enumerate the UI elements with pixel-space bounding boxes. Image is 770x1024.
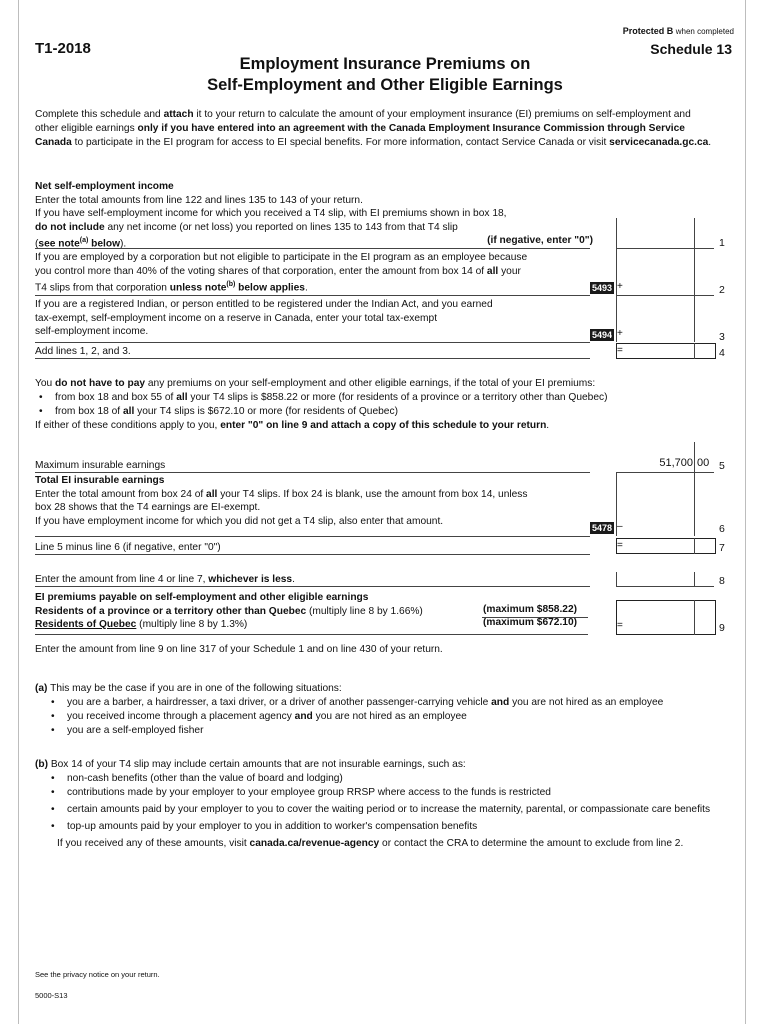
ei-premiums-heading: EI premiums payable on self-employment and other eligible earnings bbox=[35, 592, 369, 603]
line9-instruction: Enter the amount from line 9 on line 317 of your Schedule 1 and on line 430 of your return. bbox=[35, 644, 443, 655]
line8-text: Enter the amount from line 4 or line 7, whichever is less. bbox=[35, 574, 295, 585]
plus-sign: + bbox=[617, 328, 623, 339]
line1-amount-field[interactable] bbox=[617, 232, 693, 246]
condition-item: • from box 18 and box 55 of all your T4 slips is $858.22 or more (for residents of a province or a territory other than Quebec) bbox=[35, 391, 755, 405]
line-number-4: 4 bbox=[719, 347, 725, 359]
line2-text: If you are employed by a corporation but not eligible to participate in the EI program as an employee because you control more than 40% of the voting shares of that corporation, enter the amount from box 14 of all your T4 slips from that corporation unless note$^{(b)}$ below applies. bbox=[35, 252, 528, 294]
code-5478: 5478 bbox=[591, 523, 613, 533]
note-b: (b) Box 14 of your T4 slip may include certain amounts that are not insurable earnings, such as: • non-cash benefits (other than the value of board and lodging) • contributions made by your employer to your employee group RRSP where access to the funds is restricted • certain amounts paid by your employer to you to cover the waiting period or to increase the maternity, parental, or compassionate care benefits • top-up amounts paid by your employer to you in addition to worker's compensation benefits If you received any of these amounts, visit canada.ca/revenue-agency or contact the CRA to determine the amount to exclude from line 2. bbox=[35, 758, 735, 851]
page-border-left bbox=[18, 0, 19, 1024]
form-title bbox=[0, 54, 770, 96]
note-b-item: • top-up amounts paid by your employer to you in addition to worker's compensation benefits bbox=[47, 820, 735, 834]
line4-text: Add lines 1, 2, and 3. bbox=[35, 346, 131, 357]
form-code: 5000-S13 bbox=[35, 991, 68, 1000]
line3-amount-field[interactable] bbox=[627, 327, 693, 341]
line-number-8: 8 bbox=[719, 575, 725, 587]
line5-cents: 00 bbox=[697, 457, 710, 469]
note-b-item: • certain amounts paid by your employer to you to cover the waiting period or to increase the maternity, parental, or compassionate care benefits bbox=[47, 803, 735, 817]
form-year: T1-2018 bbox=[35, 40, 91, 57]
title-line-2: Self-Employment and Other Eligible Earnings bbox=[207, 76, 563, 94]
line2-amount-field[interactable] bbox=[627, 280, 693, 294]
protected-b-text: Protected B bbox=[622, 26, 674, 36]
note-a: (a) This may be the case if you are in one of the following situations: • you are a barber, a hairdresser, a taxi driver, or a driver of another passenger-carrying vehicle and you are not hired as an employee • you received income through a placement agency and you are not hired as an employee • you are a self-employed fisher bbox=[35, 682, 745, 738]
net-self-employment-heading: Net self-employment income bbox=[35, 181, 174, 192]
note-a-item: • you received income through a placement agency and you are not hired as an employee bbox=[47, 710, 745, 724]
minus-sign: – bbox=[617, 521, 623, 532]
privacy-notice: See the privacy notice on your return. bbox=[35, 970, 160, 979]
protected-label bbox=[623, 26, 734, 36]
title-line-1: Employment Insurance Premiums on bbox=[239, 55, 531, 73]
max-quebec: (maximum $672.10) bbox=[483, 617, 578, 628]
line-number-3: 3 bbox=[719, 331, 725, 343]
protected-when-text: when completed bbox=[675, 27, 734, 36]
insurable-earnings-heading: Total EI insurable earnings bbox=[35, 475, 165, 486]
line1-negative-note: (if negative, enter "0") bbox=[487, 235, 593, 246]
line-number-6: 6 bbox=[719, 523, 725, 535]
note-a-item: • you are a barber, a hairdresser, a taxi driver, or a driver of another passenger-carrying vehicle and you are not hired as an employee bbox=[47, 696, 745, 710]
net-self-employment-block: Net self-employment income Enter the total amounts from line 122 and lines 135 to 143 of your return. If you have self-employment income for which you received a T4 slip, with EI premiums shown in box 18, do not include any net income (or net loss) you reported on lines 135 to 143 from that T4 slip (see note$^{(a)}$ below). (if negative, enter "0") bbox=[35, 181, 593, 250]
code-5493: 5493 bbox=[591, 283, 613, 293]
line-number-2: 2 bbox=[719, 284, 725, 296]
line-number-1: 1 bbox=[719, 237, 725, 249]
line-number-5: 5 bbox=[719, 460, 725, 472]
line-number-7: 7 bbox=[719, 542, 725, 554]
code-5494: 5494 bbox=[591, 330, 613, 340]
line6-text: Total EI insurable earnings Enter the total amount from box 24 of all your T4 slips. If box 24 is blank, use the amount from box 14, unless box 28 shows that the T4 earnings are EI-exempt. If you have employment income for which you did not get a T4 slip, also enter that amount. bbox=[35, 474, 595, 528]
note-b-item: • non-cash benefits (other than the value of board and lodging) bbox=[47, 772, 735, 786]
line7-amount-field[interactable] bbox=[616, 538, 716, 554]
intro-paragraph: Complete this schedule and attach it to your return to calculate the amount of your employment insurance (EI) premiums on self-employment and other eligible earnings only if you have entered into an agreement with the Canada Employment Insurance Commission through Service Canada to participate in the EI program for access to EI special benefits. For more information, contact Service Canada or visit servicecanada.gc.ca. bbox=[35, 109, 712, 148]
line9-amount-field[interactable] bbox=[616, 600, 716, 635]
line6-amount-field[interactable] bbox=[627, 520, 693, 534]
servicecanada-link[interactable]: servicecanada.gc.ca bbox=[609, 137, 709, 148]
cra-link[interactable]: canada.ca/revenue-agency bbox=[249, 838, 380, 849]
line8-amount-field[interactable] bbox=[617, 571, 693, 585]
page-border-right bbox=[745, 0, 746, 1024]
line5-dollars: 51,700 bbox=[659, 457, 693, 469]
condition-item: • from box 18 of all your T4 slips is $672.10 or more (for residents of Quebec) bbox=[35, 405, 755, 419]
schedule-number: Schedule 13 bbox=[650, 41, 732, 57]
line4-amount-field[interactable] bbox=[616, 343, 716, 359]
line-number-9: 9 bbox=[719, 622, 725, 634]
equals-sign: = bbox=[617, 620, 623, 631]
max-province: (maximum $858.22) bbox=[483, 603, 578, 615]
line1-underline bbox=[616, 248, 714, 249]
line5-text: Maximum insurable earnings bbox=[35, 460, 166, 471]
note-a-item: • you are a self-employed fisher bbox=[47, 724, 745, 738]
line3-text: If you are a registered Indian, or person entitled to be registered under the Indian Act, and you earned tax-exempt, self-employment income on a reserve in Canada, enter your total tax-exempt self-employment income. bbox=[35, 299, 493, 337]
equals-sign: = bbox=[617, 345, 623, 356]
line7-text: Line 5 minus line 6 (if negative, enter "0") bbox=[35, 542, 221, 553]
equals-sign: = bbox=[617, 540, 623, 551]
plus-sign: + bbox=[617, 281, 623, 292]
note-b-item: • contributions made by your employer to your employee group RRSP where access to the funds is restricted bbox=[47, 786, 735, 800]
conditions-block: You do not have to pay any premiums on your self-employment and other eligible earnings, if the total of your EI premiums: • from box 18 and box 55 of all your T4 slips is $858.22 or more (for residents of a province or a territory other than Quebec) • from box 18 of all your T4 slips is $672.10 or more (for residents of Quebec) If either of these conditions apply to you, enter "0" on line 9 and attach a copy of this schedule to your return. bbox=[35, 377, 755, 433]
line9-block: EI premiums payable on self-employment and other eligible earnings Residents of a province or a territory other than Quebec (multiply line 8 by 1.66%) (maximum $858.22) Residents of Quebec (multiply line 8 by 1.3%) (maximum $672.10) bbox=[35, 591, 615, 632]
cents-divider bbox=[694, 218, 695, 342]
